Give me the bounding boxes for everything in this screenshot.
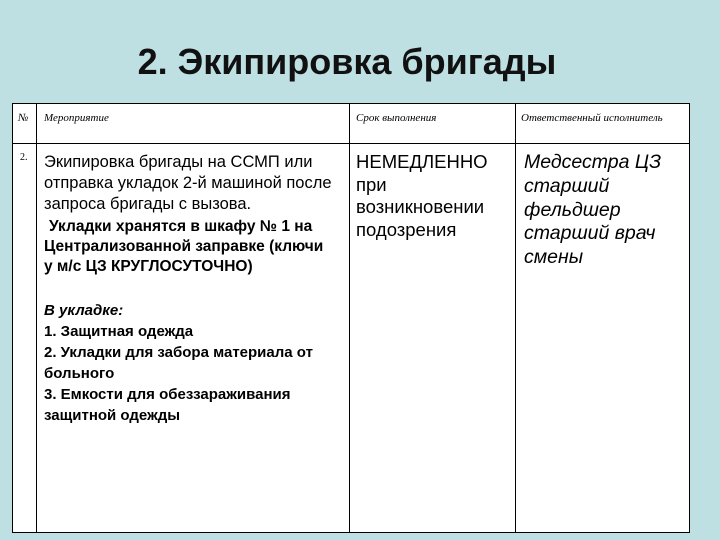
kit-line: защитной одежды — [44, 407, 181, 424]
activity-intro — [44, 152, 332, 215]
storage-line: Укладки хранятся в шкафу № 1 на — [49, 218, 313, 235]
kit-contents — [44, 300, 313, 426]
storage-line: у м/с ЦЗ КРУГЛОСУТОЧНО) — [44, 258, 253, 275]
kit-heading: В укладке: — [44, 302, 124, 319]
activity-line: Экипировка бригады на ССМП или — [44, 153, 313, 171]
kit-line: 3. Емкости для обеззараживания — [44, 386, 291, 403]
kit-line: 1. Защитная одежда — [44, 323, 194, 340]
deadline-line: возникновении — [356, 196, 485, 218]
header-number: № — [18, 112, 29, 124]
header-deadline: Срок выполнения — [356, 112, 437, 124]
deadline-line: подозрения — [356, 219, 457, 241]
deadline-line: при — [356, 173, 387, 195]
column-divider — [349, 104, 350, 532]
table — [12, 103, 690, 533]
responsible-line: Медсестра ЦЗ — [524, 151, 662, 173]
row-number: 2. — [20, 152, 28, 163]
slide-title: 2. Экипировка бригады — [137, 41, 557, 82]
column-divider — [515, 104, 516, 532]
activity-line: запроса бригады с вызова. — [44, 195, 252, 213]
kit-line: больного — [44, 365, 115, 382]
responsible-line: фельдшер — [524, 198, 621, 221]
header-activity: Мероприятие — [44, 112, 109, 124]
responsible-line: старший — [524, 174, 610, 197]
header-responsible: Ответственный исполнитель — [521, 112, 663, 124]
storage-line: Централизованной заправке (ключи — [44, 238, 324, 255]
responsible-line: смены — [524, 246, 584, 269]
responsible-cell — [524, 151, 661, 270]
kit-line: 2. Укладки для забора материала от — [44, 344, 313, 361]
deadline-cell — [356, 151, 488, 242]
responsible-line: старший врач — [524, 222, 656, 245]
storage-note — [44, 217, 323, 277]
header-divider — [13, 143, 689, 144]
deadline-line: НЕМЕДЛЕННО — [356, 151, 488, 172]
column-divider — [36, 104, 37, 532]
activity-line: отправка укладок 2-й машиной после — [44, 174, 332, 192]
